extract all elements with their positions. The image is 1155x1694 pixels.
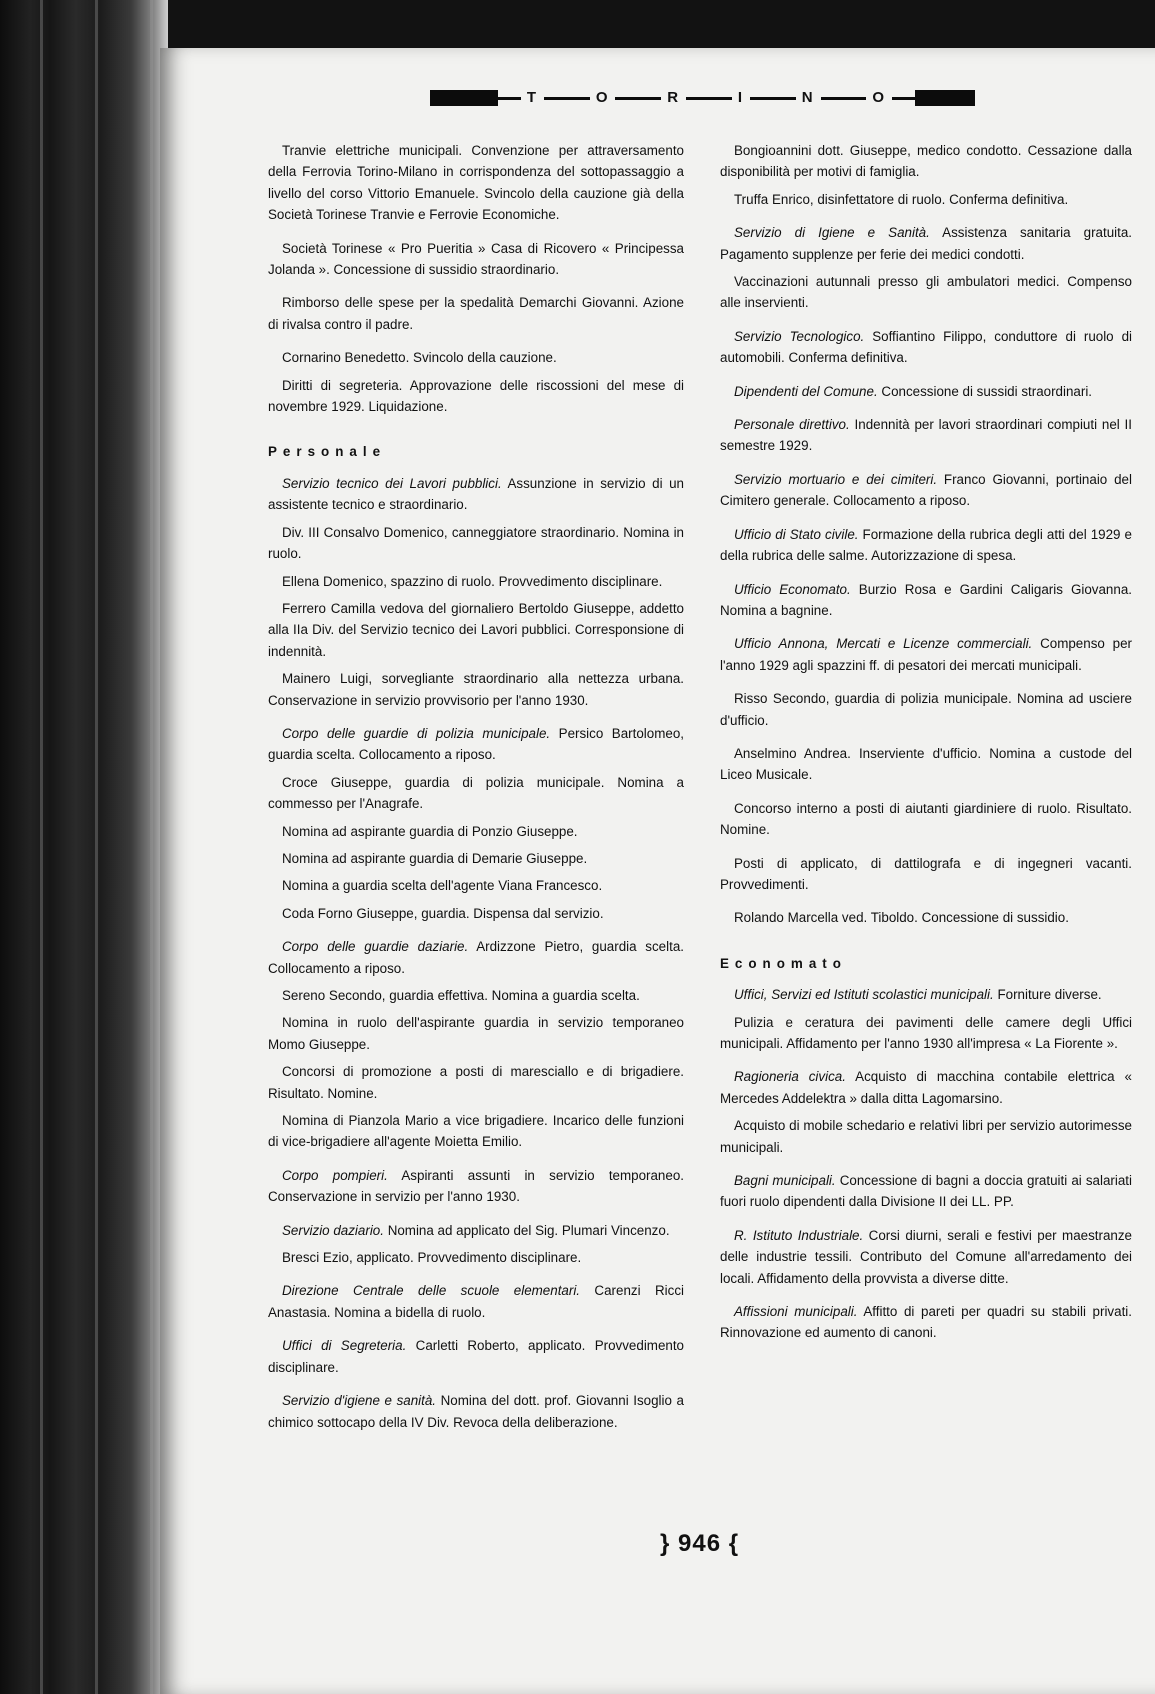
right-entries	[720, 140, 1132, 929]
entry-paragraph	[720, 1301, 1132, 1344]
entry-lead: Servizio di Igiene e Sanità.	[734, 225, 930, 241]
entry-text: Assistenza sanitaria gratuita. Pagamento supplenze per ferie dei medici condotti.	[720, 225, 1132, 262]
entry-paragraph	[268, 875, 684, 896]
entry-paragraph	[720, 1012, 1132, 1055]
entry-paragraph	[268, 1220, 684, 1241]
entry-lead: Corpo pompieri.	[282, 1167, 388, 1183]
entry-text: Sereno Secondo, guardia effettiva. Nomina a guardia scelta.	[282, 988, 640, 1003]
entry-paragraph	[720, 381, 1132, 402]
entry-paragraph: Società Torinese « Pro Pueritia » Casa di Ricovero « Principessa Jolanda ». Concessione di sussidio straordinario.	[268, 240, 684, 278]
entry-lead: Dipendenti del Comune.	[734, 383, 878, 399]
entry-text: Anselmino Andrea. Inserviente d'ufficio. Nomina a custode del Liceo Musicale.	[720, 745, 1132, 783]
entry-lead: Servizio tecnico dei Lavori pubblici.	[282, 475, 502, 491]
binding-line	[150, 0, 153, 1694]
entry-text: Pulizia e ceratura dei pavimenti delle camere degli Uffici municipali. Affidamento per l'anno 1930 all'impresa « La Fiorente ».	[720, 1014, 1132, 1051]
entry-paragraph	[268, 1280, 684, 1323]
scan-top-band	[0, 0, 1155, 50]
entry-text: Compenso per l'anno 1929 agli spazzini ff. di pesatori dei mercati municipali.	[720, 636, 1133, 673]
entry-text: Indennità per lavori straordinari compiuti nel II semestre 1929.	[720, 417, 1132, 454]
entry-text: Forniture diverse.	[993, 987, 1102, 1003]
entry-lead: Personale direttivo.	[734, 417, 850, 433]
entry-paragraph	[268, 1165, 684, 1208]
page-number: } 946 {	[660, 1530, 740, 1557]
entry-paragraph	[720, 688, 1132, 731]
entry-paragraph	[720, 222, 1132, 265]
entry-text: Acquisto di macchina contabile elettrica « Mercedes Addelektra » dalla ditta Lagomarsino.	[720, 1069, 1133, 1106]
entry-paragraph	[268, 668, 684, 711]
entry-text: Corsi diurni, serali e festivi per maestranze delle industrie tessili. Contributo del Comune all'arredamento dei locali. Affidamento della provvista a diverse ditte.	[720, 1227, 1132, 1286]
entry-text: Rolando Marcella ved. Tiboldo. Concessione di sussidio.	[734, 910, 1069, 926]
entry-text: Assunzione in servizio di un assistente tecnico e straordinario.	[268, 475, 684, 513]
entry-paragraph	[720, 743, 1132, 786]
entry-lead: Ufficio Annona, Mercati e Licenze commerciali.	[734, 636, 1033, 652]
entry-paragraph	[268, 473, 684, 516]
entry-lead: Ufficio Economato.	[734, 581, 851, 597]
personale-entries	[268, 473, 684, 1433]
entry-lead: Corpo delle guardie daziarie.	[282, 939, 469, 955]
entry-text: Burzio Rosa e Gardini Caligaris Giovanna. Nomina a bagnine.	[720, 581, 1132, 618]
entry-lead: Direzione Centrale delle scuole elementari.	[282, 1283, 581, 1299]
entry-text: Ellena Domenico, spazzino di ruolo. Provvedimento disciplinare.	[282, 573, 663, 589]
entry-paragraph	[268, 848, 684, 869]
entry-text: Nomina a guardia scelta dell'agente Viana Francesco.	[282, 878, 603, 894]
entry-text: Mainero Luigi, sorvegliante straordinario alla nettezza urbana. Conservazione in servizio provvisorio per l'anno 1930.	[268, 671, 684, 708]
header-rule	[498, 89, 915, 106]
header-letter: I	[732, 90, 750, 106]
entry-paragraph	[720, 798, 1132, 841]
entry-paragraph	[720, 1066, 1132, 1109]
entry-text: Acquisto di mobile schedario e relativi libri per servizio autorimesse municipali.	[720, 1118, 1132, 1155]
entry-text: Concorsi di promozione a posti di maresciallo e di brigadiere. Risultato. Nomine.	[268, 1064, 684, 1101]
entry-paragraph	[720, 189, 1132, 210]
left-intro-entries	[268, 140, 684, 417]
entry-paragraph	[268, 903, 684, 924]
entry-paragraph	[720, 907, 1132, 928]
entry-text: Aspiranti assunti in servizio temporaneo. Conservazione in servizio per l'anno 1930.	[268, 1167, 684, 1205]
entry-paragraph: Rimborso delle spese per la spedalità Demarchi Giovanni. Azione di rivalsa contro il padre.	[268, 295, 684, 332]
entry-lead: Servizio d'igiene e sanità.	[282, 1393, 437, 1409]
entry-text: Soffiantino Filippo, conduttore di ruolo di automobili. Conferma definitiva.	[720, 328, 1132, 366]
entry-paragraph	[268, 1247, 684, 1268]
right-column	[720, 140, 1132, 1350]
entry-paragraph	[720, 326, 1132, 369]
entry-text: Ardizzone Pietro, guardia scelta. Collocamento a riposo.	[268, 939, 684, 976]
entry-lead: Uffici di Segreteria.	[282, 1338, 407, 1354]
header-letter: N	[796, 90, 821, 106]
left-column	[268, 140, 684, 1439]
entry-lead: Ufficio di Stato civile.	[734, 526, 859, 542]
entry-text: Carletti Roberto, applicato. Provvedimento disciplinare.	[268, 1338, 685, 1375]
entry-paragraph	[720, 984, 1132, 1005]
entry-paragraph	[720, 853, 1132, 896]
entry-paragraph	[720, 469, 1132, 512]
entry-paragraph	[720, 414, 1132, 457]
header-letter: O	[866, 90, 892, 106]
binding-line	[95, 0, 98, 1694]
entry-text: Persico Bartolomeo, guardia scelta. Collocamento a riposo.	[268, 725, 684, 763]
entry-paragraph: Diritti di segreteria. Approvazione delle riscossioni del mese di novembre 1929. Liquidazione.	[268, 377, 684, 415]
entry-text: Truffa Enrico, disinfettatore di ruolo. Conferma definitiva.	[734, 191, 1069, 207]
entry-paragraph	[720, 633, 1132, 676]
header-letter: T	[521, 90, 544, 106]
entry-text: Concessione di sussidi straordinari.	[877, 383, 1093, 399]
entry-text: Nomina del dott. prof. Giovanni Isoglio a chimico sottocapo della IV Div. Revoca della deliberazione.	[268, 1393, 684, 1430]
entry-text: Franco Giovanni, portinaio del Cimitero generale. Collocamento a riposo.	[720, 471, 1132, 509]
book-binding	[0, 0, 168, 1694]
entry-paragraph	[268, 598, 684, 662]
entry-paragraph	[268, 936, 684, 979]
entry-text: Bresci Ezio, applicato. Provvedimento disciplinare.	[282, 1250, 582, 1266]
entry-text: Bongioannini dott. Giuseppe, medico condotto. Cessazione dalla disponibilità per motivi di famiglia.	[720, 143, 1132, 180]
entry-text: Risso Secondo, guardia di polizia municipale. Nomina ad usciere d'ufficio.	[720, 691, 1132, 728]
entry-lead: R. Istituto Industriale.	[734, 1227, 864, 1243]
entry-paragraph	[268, 985, 684, 1006]
entry-paragraph	[720, 524, 1132, 567]
header-letter: R	[661, 90, 686, 106]
entry-text: Div. III Consalvo Domenico, canneggiatore straordinario. Nomina in ruolo.	[268, 524, 684, 562]
entry-paragraph	[720, 1225, 1132, 1289]
entry-paragraph	[720, 1170, 1132, 1213]
entry-paragraph	[268, 1012, 684, 1055]
entry-paragraph	[268, 723, 684, 766]
entry-paragraph	[720, 140, 1132, 183]
entry-paragraph: Cornarino Benedetto. Svincolo della cauzione.	[282, 350, 557, 366]
entry-paragraph	[268, 1061, 684, 1104]
entry-lead: Affissioni municipali.	[734, 1304, 858, 1320]
entry-paragraph	[268, 772, 684, 815]
entry-paragraph	[268, 821, 684, 842]
entry-text: Nomina ad aspirante guardia di Demarie Giuseppe.	[282, 850, 588, 866]
entry-text: Nomina ad applicato del Sig. Plumari Vincenzo.	[383, 1222, 670, 1238]
entry-lead: Servizio Tecnologico.	[734, 328, 865, 344]
section-heading-economato: Economato	[720, 955, 847, 971]
entry-text: Concessione di bagni a doccia gratuiti ai salariati fuori ruolo dipendenti dalla Divisione II dei LL. PP.	[720, 1173, 1132, 1210]
entry-text: Nomina in ruolo dell'aspirante guardia in servizio temporaneo Momo Giuseppe.	[268, 1015, 684, 1052]
entry-lead: Uffici, Servizi ed Istituti scolastici municipali.	[734, 987, 994, 1003]
running-header	[430, 90, 975, 106]
entry-lead: Bagni municipali.	[734, 1173, 836, 1189]
entry-text: Carenzi Ricci Anastasia. Nomina a bidella di ruolo.	[268, 1283, 684, 1320]
entry-lead: Corpo delle guardie di polizia municipale.	[282, 725, 551, 741]
entry-paragraph	[268, 1335, 684, 1378]
entry-paragraph	[720, 1115, 1132, 1158]
entry-text: Vaccinazioni autunnali presso gli ambulatori medici. Compenso alle inservienti.	[720, 274, 1132, 311]
entry-paragraph	[268, 1110, 684, 1153]
entry-paragraph	[720, 579, 1132, 622]
entry-text: Formazione della rubrica degli atti del 1929 e della rubrica delle salme. Autorizzazione di spesa.	[720, 526, 1132, 564]
header-ornament-right	[915, 90, 975, 106]
entry-paragraph	[268, 522, 684, 565]
entry-paragraph	[268, 571, 684, 592]
economato-entries	[720, 984, 1132, 1344]
entry-paragraph: Tranvie elettriche municipali. Convenzione per attraversamento della Ferrovia Torino-Milano in corrispondenza del sottopassaggio a livello del corso Vittorio Emanuele. Svincolo della cauzione già della Società Torinese Tranvie e Ferrovie Economiche.	[268, 143, 684, 223]
header-letter: O	[590, 90, 616, 106]
section-heading-personale: Personale	[268, 444, 387, 460]
entry-text: Nomina di Pianzola Mario a vice brigadiere. Incarico delle funzioni di vice-brigadiere all'agente Moietta Emilio.	[268, 1113, 684, 1150]
entry-text: Posti di applicato, di dattilografa e di ingegneri vacanti. Provvedimenti.	[720, 855, 1132, 892]
entry-text: Coda Forno Giuseppe, guardia. Dispensa dal servizio.	[282, 905, 604, 921]
entry-text: Concorso interno a posti di aiutanti giardiniere di ruolo. Risultato. Nomine.	[720, 800, 1132, 838]
entry-text: Croce Giuseppe, guardia di polizia municipale. Nomina a commesso per l'Anagrafe.	[268, 774, 684, 812]
entry-paragraph	[268, 1390, 684, 1433]
binding-line	[40, 0, 43, 1694]
entry-lead: Servizio daziario.	[282, 1222, 384, 1238]
header-ornament-left	[430, 90, 498, 106]
entry-text: Nomina ad aspirante guardia di Ponzio Giuseppe.	[282, 823, 578, 839]
entry-lead: Servizio mortuario e dei cimiteri.	[734, 471, 938, 487]
entry-paragraph	[720, 271, 1132, 314]
entry-text: Ferrero Camilla vedova del giornaliero Bertoldo Giuseppe, addetto alla IIa Div. del Servizio tecnico dei Lavori pubblici. Corresponsione di indennità.	[268, 600, 684, 659]
entry-text: Affitto di pareti per quadri su stabili privati. Rinnovazione ed aumento di canoni.	[720, 1304, 1132, 1341]
entry-lead: Ragioneria civica.	[734, 1069, 846, 1085]
